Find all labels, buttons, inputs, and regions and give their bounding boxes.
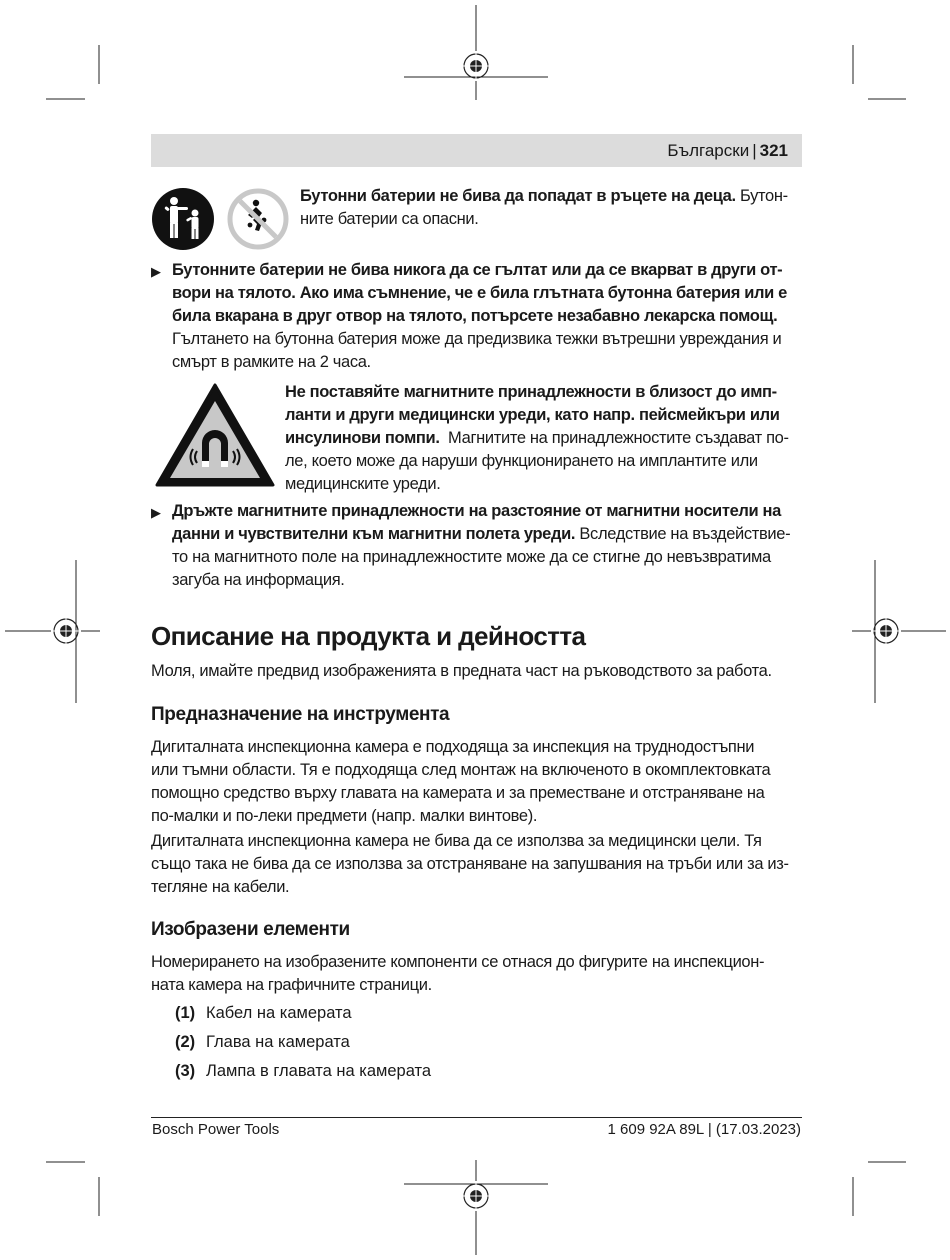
keep-away-from-children-icon bbox=[151, 186, 217, 252]
components-heading: Изобразени елементи bbox=[151, 919, 350, 940]
components-intro bbox=[151, 951, 803, 997]
text-line: ле, което може да наруши функционирането на имплантите или bbox=[285, 452, 758, 470]
list-item bbox=[175, 1060, 431, 1083]
item-number: (1) bbox=[175, 1004, 196, 1022]
purpose-heading: Предназначение на инструмента bbox=[151, 704, 450, 725]
bold-line: Не поставяйте магнитните принадлежности в близост до имп- bbox=[285, 383, 777, 401]
item-label: Кабел на камерата bbox=[206, 1004, 352, 1022]
magnetic-media-warning bbox=[172, 500, 804, 592]
children-warning-bold: Бутонни батерии не бива да попадат в ръцете на деца. bbox=[300, 187, 736, 205]
footer-divider bbox=[151, 1117, 802, 1118]
text-line: Магнитите на принадлежностите създават по- bbox=[448, 429, 789, 447]
section-title: Описание на продукта и дейността bbox=[151, 621, 586, 651]
magnet-warning-icon bbox=[153, 381, 277, 489]
item-number: (3) bbox=[175, 1062, 196, 1080]
text-line: Дигиталната инспекционна камера не бива да се използва за медицински цели. Тя bbox=[151, 832, 762, 850]
text-line: по-малки и по-леки предмети (напр. малки винтове). bbox=[151, 807, 538, 825]
footer-doc-number: 1 609 92A 89L | (17.03.2023) bbox=[607, 1121, 801, 1138]
footer-brand: Bosch Power Tools bbox=[152, 1121, 280, 1138]
purpose-paragraph-1 bbox=[151, 736, 803, 828]
battery-swallow-warning bbox=[172, 259, 804, 374]
list-item bbox=[175, 1031, 350, 1054]
children-warning bbox=[300, 185, 802, 231]
text-line: Дигиталната инспекционна камера е подходяща за инспекция на труднодостъпни bbox=[151, 738, 755, 756]
children-warning-line2: ните батерии са опасни. bbox=[300, 210, 479, 228]
page-header bbox=[151, 134, 802, 167]
text-line: тегляне на кабели. bbox=[151, 878, 290, 896]
text-line: помощно средство върху главата на камерата и за преместване и отстраняване на bbox=[151, 784, 765, 802]
header-language: Български bbox=[667, 141, 750, 160]
purpose-paragraph-2 bbox=[151, 830, 803, 899]
text-line: ната камера на графичните страници. bbox=[151, 976, 432, 994]
magnet-implant-warning bbox=[285, 381, 803, 496]
item-label: Лампа в главата на камерата bbox=[206, 1062, 432, 1080]
bold-line: Дръжте магнитните принадлежности на разстояние от магнитни носители на bbox=[172, 502, 782, 520]
text-line: Гълтането на бутонна батерия може да предизвика тежки вътрешни увреждания и bbox=[172, 330, 782, 348]
item-number: (2) bbox=[175, 1033, 196, 1051]
bold-line: ланти и други медицински уреди, като напр. пейсмейкъри или bbox=[285, 406, 780, 424]
bullet-arrow-icon: ▶ bbox=[151, 264, 161, 279]
text-line: също така не бива да се използва за отстраняване на запушвания на тръби или за из- bbox=[151, 855, 789, 873]
text-line: то на магнитното поле на принадлежностите може да се стигне до невъзвратима bbox=[172, 548, 771, 566]
text-line: загуба на информация. bbox=[172, 571, 345, 589]
bold-line: Бутонните батерии не бива никога да се гълтат или да се вкарват в други от- bbox=[172, 261, 783, 279]
item-label: Глава на камерата bbox=[206, 1033, 350, 1051]
bold-line: била вкарана в друг отвор на тялото, потърсете незабавно лекарска помощ. bbox=[172, 307, 778, 325]
registration-mark-icon bbox=[461, 1181, 491, 1211]
text-line: или тъмни области. Тя е подходяща след монтаж на включеното в окомплектовката bbox=[151, 761, 771, 779]
page-number: 321 bbox=[759, 141, 788, 160]
list-item bbox=[175, 1002, 352, 1025]
text-line: смърт в рамките на 2 часа. bbox=[172, 353, 371, 371]
bold-line: данни и чувствителни към магнитни полета уреди. bbox=[172, 525, 576, 543]
text-line: Вследствие на въздействие- bbox=[579, 525, 791, 543]
text-line: медицинските уреди. bbox=[285, 475, 441, 493]
section-intro: Моля, имайте предвид изображенията в предната част на ръководството за работа. bbox=[151, 662, 772, 680]
no-swallow-battery-icon bbox=[226, 187, 290, 251]
bold-line: инсулинови помпи. bbox=[285, 429, 440, 447]
header-text: Български | 321 bbox=[667, 141, 788, 160]
text-line: Номерирането на изобразените компоненти се отнася до фигурите на инспекцион- bbox=[151, 953, 765, 971]
bold-line: вори на тялото. Ако има съмнение, че е била глътната бутонна батерия или е bbox=[172, 284, 787, 302]
children-warning-tail: Бутон- bbox=[739, 187, 788, 205]
bullet-arrow-icon: ▶ bbox=[151, 505, 161, 520]
